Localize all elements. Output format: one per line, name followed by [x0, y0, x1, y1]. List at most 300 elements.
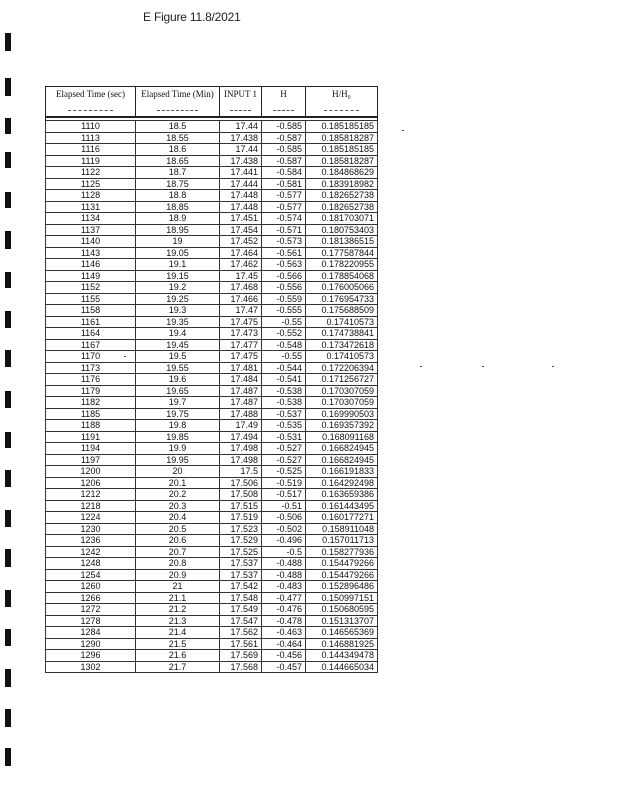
column-header-h-ratio: H/H₀	[306, 87, 378, 118]
cell-elapsed-min: 20.1	[136, 477, 220, 489]
cell-h-ratio: 0.178220955	[306, 259, 378, 271]
cell-input: 17.519	[220, 512, 262, 524]
table-row	[46, 282, 378, 294]
binding-mark	[5, 748, 11, 766]
table-row	[46, 121, 378, 133]
cell-elapsed-sec: 1290	[46, 638, 136, 650]
cell-h-ratio: 0.185185185	[306, 144, 378, 156]
cell-elapsed-sec: 1272	[46, 604, 136, 616]
cell-elapsed-min: 20.9	[136, 569, 220, 581]
cell-h-ratio: 0.169990503	[306, 408, 378, 420]
cell-elapsed-sec: 1161	[46, 316, 136, 328]
cell-input: 17.537	[220, 569, 262, 581]
cell-h-ratio: 0.151313707	[306, 615, 378, 627]
cell-h-ratio: 0.166191833	[306, 466, 378, 478]
cell-h-ratio: 0.169357392	[306, 420, 378, 432]
cell-elapsed-sec: 1242	[46, 546, 136, 558]
cell-elapsed-sec: 1134	[46, 213, 136, 225]
cell-input: 17.464	[220, 247, 262, 259]
cell-elapsed-min: 19.95	[136, 454, 220, 466]
cell-elapsed-sec: 1143	[46, 247, 136, 259]
binding-mark	[5, 33, 11, 51]
cell-h: -0.541	[262, 374, 306, 386]
table-row	[46, 558, 378, 570]
cell-input: 17.444	[220, 178, 262, 190]
cell-input: 17.487	[220, 397, 262, 409]
cell-h-ratio: 0.146565369	[306, 627, 378, 639]
cell-elapsed-min: 19.6	[136, 374, 220, 386]
cell-input: 17.49	[220, 420, 262, 432]
cell-h: -0.51	[262, 500, 306, 512]
cell-h-ratio: 0.176954733	[306, 293, 378, 305]
cell-h-ratio: 0.166824945	[306, 443, 378, 455]
binding-mark	[5, 629, 11, 646]
cell-input: 17.561	[220, 638, 262, 650]
cell-elapsed-min: 19.65	[136, 385, 220, 397]
cell-elapsed-min: 19.1	[136, 259, 220, 271]
cell-elapsed-sec: 1191	[46, 431, 136, 443]
cell-elapsed-min: 19.9	[136, 443, 220, 455]
cell-input: 17.44	[220, 121, 262, 133]
cell-h: -0.585	[262, 121, 306, 133]
cell-elapsed-sec: 1188	[46, 420, 136, 432]
cell-input: 17.529	[220, 535, 262, 547]
cell-h: -0.502	[262, 523, 306, 535]
cell-elapsed-sec: 1140	[46, 236, 136, 248]
cell-h-ratio: 0.180753403	[306, 224, 378, 236]
cell-input: 17.484	[220, 374, 262, 386]
cell-input: 17.438	[220, 155, 262, 167]
cell-h: -0.581	[262, 178, 306, 190]
cell-h: -0.552	[262, 328, 306, 340]
column-header-h: H	[262, 87, 306, 118]
table-row	[46, 385, 378, 397]
binding-mark	[5, 549, 11, 567]
cell-h: -0.559	[262, 293, 306, 305]
cell-input: 17.537	[220, 558, 262, 570]
table-row	[46, 201, 378, 213]
cell-elapsed-min: 18.75	[136, 178, 220, 190]
cell-input: 17.508	[220, 489, 262, 501]
table-row	[46, 523, 378, 535]
binding-mark	[5, 391, 11, 408]
cell-h-ratio: 0.173472618	[306, 339, 378, 351]
cell-elapsed-min: 19.5	[136, 351, 220, 363]
cell-elapsed-sec: 1167	[46, 339, 136, 351]
cell-h-ratio: 0.185818287	[306, 132, 378, 144]
cell-elapsed-sec: 1113	[46, 132, 136, 144]
table-body	[46, 121, 378, 673]
cell-input: 17.44	[220, 144, 262, 156]
cell-h: -0.563	[262, 259, 306, 271]
cell-elapsed-sec: 1296	[46, 650, 136, 662]
cell-h: -0.587	[262, 155, 306, 167]
cell-h-ratio: 0.158277936	[306, 546, 378, 558]
cell-elapsed-min: 20.6	[136, 535, 220, 547]
cell-elapsed-sec: 1284	[46, 627, 136, 639]
cell-h: -0.456	[262, 650, 306, 662]
table-row	[46, 638, 378, 650]
cell-h: -0.457	[262, 661, 306, 673]
cell-input: 17.548	[220, 592, 262, 604]
table-row	[46, 259, 378, 271]
cell-elapsed-sec: 1278	[46, 615, 136, 627]
cell-h-ratio: 0.160177271	[306, 512, 378, 524]
cell-h: -0.496	[262, 535, 306, 547]
cell-h-ratio: 0.170307059	[306, 397, 378, 409]
cell-elapsed-min: 19.55	[136, 362, 220, 374]
scan-speck	[482, 366, 484, 367]
cell-input: 17.562	[220, 627, 262, 639]
cell-h-ratio: 0.174738841	[306, 328, 378, 340]
table-row	[46, 604, 378, 616]
cell-elapsed-sec: 1185	[46, 408, 136, 420]
cell-elapsed-min: 19.45	[136, 339, 220, 351]
cell-elapsed-sec: 1137	[46, 224, 136, 236]
cell-elapsed-sec: 1170	[46, 351, 136, 363]
cell-input: 17.452	[220, 236, 262, 248]
cell-elapsed-sec: 1164	[46, 328, 136, 340]
cell-elapsed-sec: 1116	[46, 144, 136, 156]
cell-elapsed-min: 18.5	[136, 121, 220, 133]
table-row	[46, 190, 378, 202]
cell-elapsed-sec: 1197	[46, 454, 136, 466]
cell-elapsed-min: 19.3	[136, 305, 220, 317]
cell-elapsed-min: 19.05	[136, 247, 220, 259]
cell-h: -0.548	[262, 339, 306, 351]
cell-input: 17.487	[220, 385, 262, 397]
cell-elapsed-sec: 1125	[46, 178, 136, 190]
cell-elapsed-sec: 1254	[46, 569, 136, 581]
cell-h-ratio: 0.182652738	[306, 190, 378, 202]
cell-h-ratio: 0.183918982	[306, 178, 378, 190]
cell-input: 17.477	[220, 339, 262, 351]
cell-h: -0.476	[262, 604, 306, 616]
binding-mark	[5, 709, 11, 727]
cell-h: -0.483	[262, 581, 306, 593]
cell-h-ratio: 0.170307059	[306, 385, 378, 397]
cell-input: 17.494	[220, 431, 262, 443]
table-row	[46, 661, 378, 673]
cell-h: -0.525	[262, 466, 306, 478]
table-row	[46, 615, 378, 627]
cell-h-ratio: 0.150997151	[306, 592, 378, 604]
cell-elapsed-min: 18.85	[136, 201, 220, 213]
binding-mark	[5, 432, 11, 448]
cell-h-ratio: 0.158911048	[306, 523, 378, 535]
cell-elapsed-min: 18.7	[136, 167, 220, 179]
cell-h: -0.538	[262, 397, 306, 409]
cell-elapsed-sec: 1206	[46, 477, 136, 489]
cell-h: -0.463	[262, 627, 306, 639]
cell-elapsed-sec: 1179	[46, 385, 136, 397]
table-row	[46, 362, 378, 374]
cell-h-ratio: 0.144349478	[306, 650, 378, 662]
table-row	[46, 592, 378, 604]
table-row	[46, 155, 378, 167]
cell-elapsed-sec: 1110	[46, 121, 136, 133]
table-row	[46, 512, 378, 524]
cell-elapsed-min: 21.3	[136, 615, 220, 627]
cell-elapsed-min: 19.85	[136, 431, 220, 443]
cell-input: 17.468	[220, 282, 262, 294]
cell-h-ratio: 0.161443495	[306, 500, 378, 512]
cell-elapsed-sec: 1173	[46, 362, 136, 374]
cell-h-ratio: 0.178854068	[306, 270, 378, 282]
cell-h: -0.538	[262, 385, 306, 397]
cell-elapsed-min: 21.5	[136, 638, 220, 650]
table-row	[46, 397, 378, 409]
cell-h: -0.584	[262, 167, 306, 179]
cell-elapsed-sec: 1194	[46, 443, 136, 455]
cell-elapsed-sec: 1119	[46, 155, 136, 167]
cell-input: 17.542	[220, 581, 262, 593]
binding-mark	[5, 78, 11, 96]
cell-input: 17.45	[220, 270, 262, 282]
cell-h: -0.55	[262, 316, 306, 328]
cell-elapsed-sec: 1302	[46, 661, 136, 673]
table-row	[46, 213, 378, 225]
cell-elapsed-min: 20.8	[136, 558, 220, 570]
cell-elapsed-sec: 1155	[46, 293, 136, 305]
cell-h: -0.535	[262, 420, 306, 432]
cell-elapsed-min: 18.6	[136, 144, 220, 156]
table-row	[46, 535, 378, 547]
cell-h: -0.527	[262, 454, 306, 466]
cell-h-ratio: 0.182652738	[306, 201, 378, 213]
table-row	[46, 581, 378, 593]
cell-h: -0.577	[262, 190, 306, 202]
cell-elapsed-sec: 1236	[46, 535, 136, 547]
data-table-sheet	[45, 86, 377, 704]
table-row	[46, 546, 378, 558]
table-row	[46, 650, 378, 662]
cell-h-ratio: 0.154479266	[306, 558, 378, 570]
cell-elapsed-sec: 1152	[46, 282, 136, 294]
cell-input: 17.523	[220, 523, 262, 535]
cell-h-ratio: 0.17410573	[306, 316, 378, 328]
cell-elapsed-min: 19.35	[136, 316, 220, 328]
cell-elapsed-sec: 1248	[46, 558, 136, 570]
cell-input: 17.5	[220, 466, 262, 478]
cell-h: -0.544	[262, 362, 306, 374]
cell-elapsed-min: 19.7	[136, 397, 220, 409]
binding-mark	[5, 510, 11, 527]
scan-speck	[402, 130, 404, 131]
cell-elapsed-min: 19.4	[136, 328, 220, 340]
cell-input: 17.547	[220, 615, 262, 627]
cell-h-ratio: 0.146881925	[306, 638, 378, 650]
cell-h-ratio: 0.181703071	[306, 213, 378, 225]
cell-elapsed-min: 19.2	[136, 282, 220, 294]
cell-input: 17.441	[220, 167, 262, 179]
cell-input: 17.498	[220, 454, 262, 466]
cell-input: 17.525	[220, 546, 262, 558]
cell-elapsed-sec: 1224	[46, 512, 136, 524]
cell-h: -0.464	[262, 638, 306, 650]
table-row	[46, 224, 378, 236]
binding-mark	[5, 669, 11, 687]
cell-input: 17.481	[220, 362, 262, 374]
cell-input: 17.569	[220, 650, 262, 662]
cell-elapsed-min: 20	[136, 466, 220, 478]
cell-elapsed-min: 21.1	[136, 592, 220, 604]
cell-elapsed-min: 21.4	[136, 627, 220, 639]
cell-h: -0.556	[262, 282, 306, 294]
cell-h: -0.478	[262, 615, 306, 627]
cell-h: -0.566	[262, 270, 306, 282]
table-row	[46, 132, 378, 144]
cell-input: 17.466	[220, 293, 262, 305]
cell-h-ratio: 0.185185185	[306, 121, 378, 133]
cell-elapsed-min: 18.8	[136, 190, 220, 202]
table-row	[46, 167, 378, 179]
cell-h-ratio: 0.177587844	[306, 247, 378, 259]
binding-mark	[5, 192, 11, 208]
cell-h-ratio: 0.172206394	[306, 362, 378, 374]
cell-elapsed-min: 20.5	[136, 523, 220, 535]
table-row	[46, 178, 378, 190]
cell-h: -0.577	[262, 201, 306, 213]
cell-input: 17.475	[220, 316, 262, 328]
cell-input: 17.515	[220, 500, 262, 512]
column-header-input: INPUT 1	[220, 87, 262, 118]
cell-elapsed-sec: 1230	[46, 523, 136, 535]
cell-input: 17.549	[220, 604, 262, 616]
cell-elapsed-min: 20.4	[136, 512, 220, 524]
cell-elapsed-sec: 1212	[46, 489, 136, 501]
cell-elapsed-min: 19	[136, 236, 220, 248]
cell-elapsed-min: 20.2	[136, 489, 220, 501]
data-table	[45, 86, 378, 673]
cell-h-ratio: 0.163659386	[306, 489, 378, 501]
table-row	[46, 627, 378, 639]
cell-elapsed-sec: 1122	[46, 167, 136, 179]
table-row	[46, 431, 378, 443]
cell-elapsed-sec: 1200	[46, 466, 136, 478]
cell-h: -0.537	[262, 408, 306, 420]
cell-h: -0.574	[262, 213, 306, 225]
table-row	[46, 408, 378, 420]
table-row	[46, 339, 378, 351]
column-header-elapsed-sec: Elapsed Time (sec)	[46, 87, 136, 118]
cell-input: 17.438	[220, 132, 262, 144]
cell-elapsed-min: 19.75	[136, 408, 220, 420]
cell-elapsed-min: 21	[136, 581, 220, 593]
cell-input: 17.568	[220, 661, 262, 673]
cell-h-ratio: 0.154479266	[306, 569, 378, 581]
cell-h-ratio: 0.184868629	[306, 167, 378, 179]
cell-elapsed-min: 21.7	[136, 661, 220, 673]
cell-h: -0.585	[262, 144, 306, 156]
binding-mark	[5, 118, 11, 134]
cell-elapsed-min: 18.65	[136, 155, 220, 167]
table-row	[46, 293, 378, 305]
cell-h: -0.531	[262, 431, 306, 443]
table-row	[46, 144, 378, 156]
table-row	[46, 374, 378, 386]
column-header-elapsed-min: Elapsed Time (Min)	[136, 87, 220, 118]
cell-h: -0.571	[262, 224, 306, 236]
table-row	[46, 489, 378, 501]
cell-h-ratio: 0.166824945	[306, 454, 378, 466]
cell-input: 17.473	[220, 328, 262, 340]
cell-h: -0.519	[262, 477, 306, 489]
binding-mark	[5, 152, 11, 168]
cell-elapsed-sec: 1158	[46, 305, 136, 317]
table-row	[46, 420, 378, 432]
cell-elapsed-sec: 1149	[46, 270, 136, 282]
cell-h: -0.561	[262, 247, 306, 259]
table-row	[46, 270, 378, 282]
cell-elapsed-sec: 1218	[46, 500, 136, 512]
table-row	[46, 351, 378, 363]
table-row	[46, 305, 378, 317]
cell-elapsed-min: 19.25	[136, 293, 220, 305]
table-row	[46, 477, 378, 489]
cell-h-ratio: 0.164292498	[306, 477, 378, 489]
cell-h: -0.587	[262, 132, 306, 144]
cell-elapsed-min: 19.8	[136, 420, 220, 432]
table-row	[46, 454, 378, 466]
cell-h-ratio: 0.157011713	[306, 535, 378, 547]
cell-input: 17.47	[220, 305, 262, 317]
cell-h-ratio: 0.176005066	[306, 282, 378, 294]
cell-h: -0.527	[262, 443, 306, 455]
scan-speck	[552, 366, 554, 367]
cell-elapsed-min: 20.7	[136, 546, 220, 558]
cell-h: -0.488	[262, 569, 306, 581]
table-row	[46, 500, 378, 512]
cell-h-ratio: 0.175688509	[306, 305, 378, 317]
cell-h: -0.555	[262, 305, 306, 317]
cell-h-ratio: 0.17410573	[306, 351, 378, 363]
cell-h-ratio: 0.168091168	[306, 431, 378, 443]
cell-elapsed-sec: 1266	[46, 592, 136, 604]
cell-h: -0.477	[262, 592, 306, 604]
cell-input: 17.488	[220, 408, 262, 420]
cell-h-ratio: 0.181386515	[306, 236, 378, 248]
cell-input: 17.448	[220, 190, 262, 202]
cell-h: -0.517	[262, 489, 306, 501]
cell-input: 17.448	[220, 201, 262, 213]
table-row	[46, 247, 378, 259]
page-header: E Figure 11.8/2021	[143, 10, 241, 24]
cell-elapsed-sec: 1260	[46, 581, 136, 593]
binding-mark	[5, 350, 11, 367]
cell-h-ratio: 0.185818287	[306, 155, 378, 167]
cell-input: 17.451	[220, 213, 262, 225]
cell-elapsed-sec: 1146	[46, 259, 136, 271]
cell-elapsed-min: 19.15	[136, 270, 220, 282]
cell-h: -0.573	[262, 236, 306, 248]
cell-h: -0.55	[262, 351, 306, 363]
binding-mark	[5, 311, 11, 328]
cell-elapsed-min: 18.9	[136, 213, 220, 225]
table-row	[46, 443, 378, 455]
table-row	[46, 569, 378, 581]
cell-input: 17.498	[220, 443, 262, 455]
cell-elapsed-min: 21.6	[136, 650, 220, 662]
binding-mark	[5, 272, 11, 288]
cell-h-ratio: 0.144665034	[306, 661, 378, 673]
cell-h-ratio: 0.152896486	[306, 581, 378, 593]
cell-h: -0.5	[262, 546, 306, 558]
table-row	[46, 466, 378, 478]
binding-mark	[5, 470, 11, 487]
cell-elapsed-min: 21.2	[136, 604, 220, 616]
table-row	[46, 316, 378, 328]
